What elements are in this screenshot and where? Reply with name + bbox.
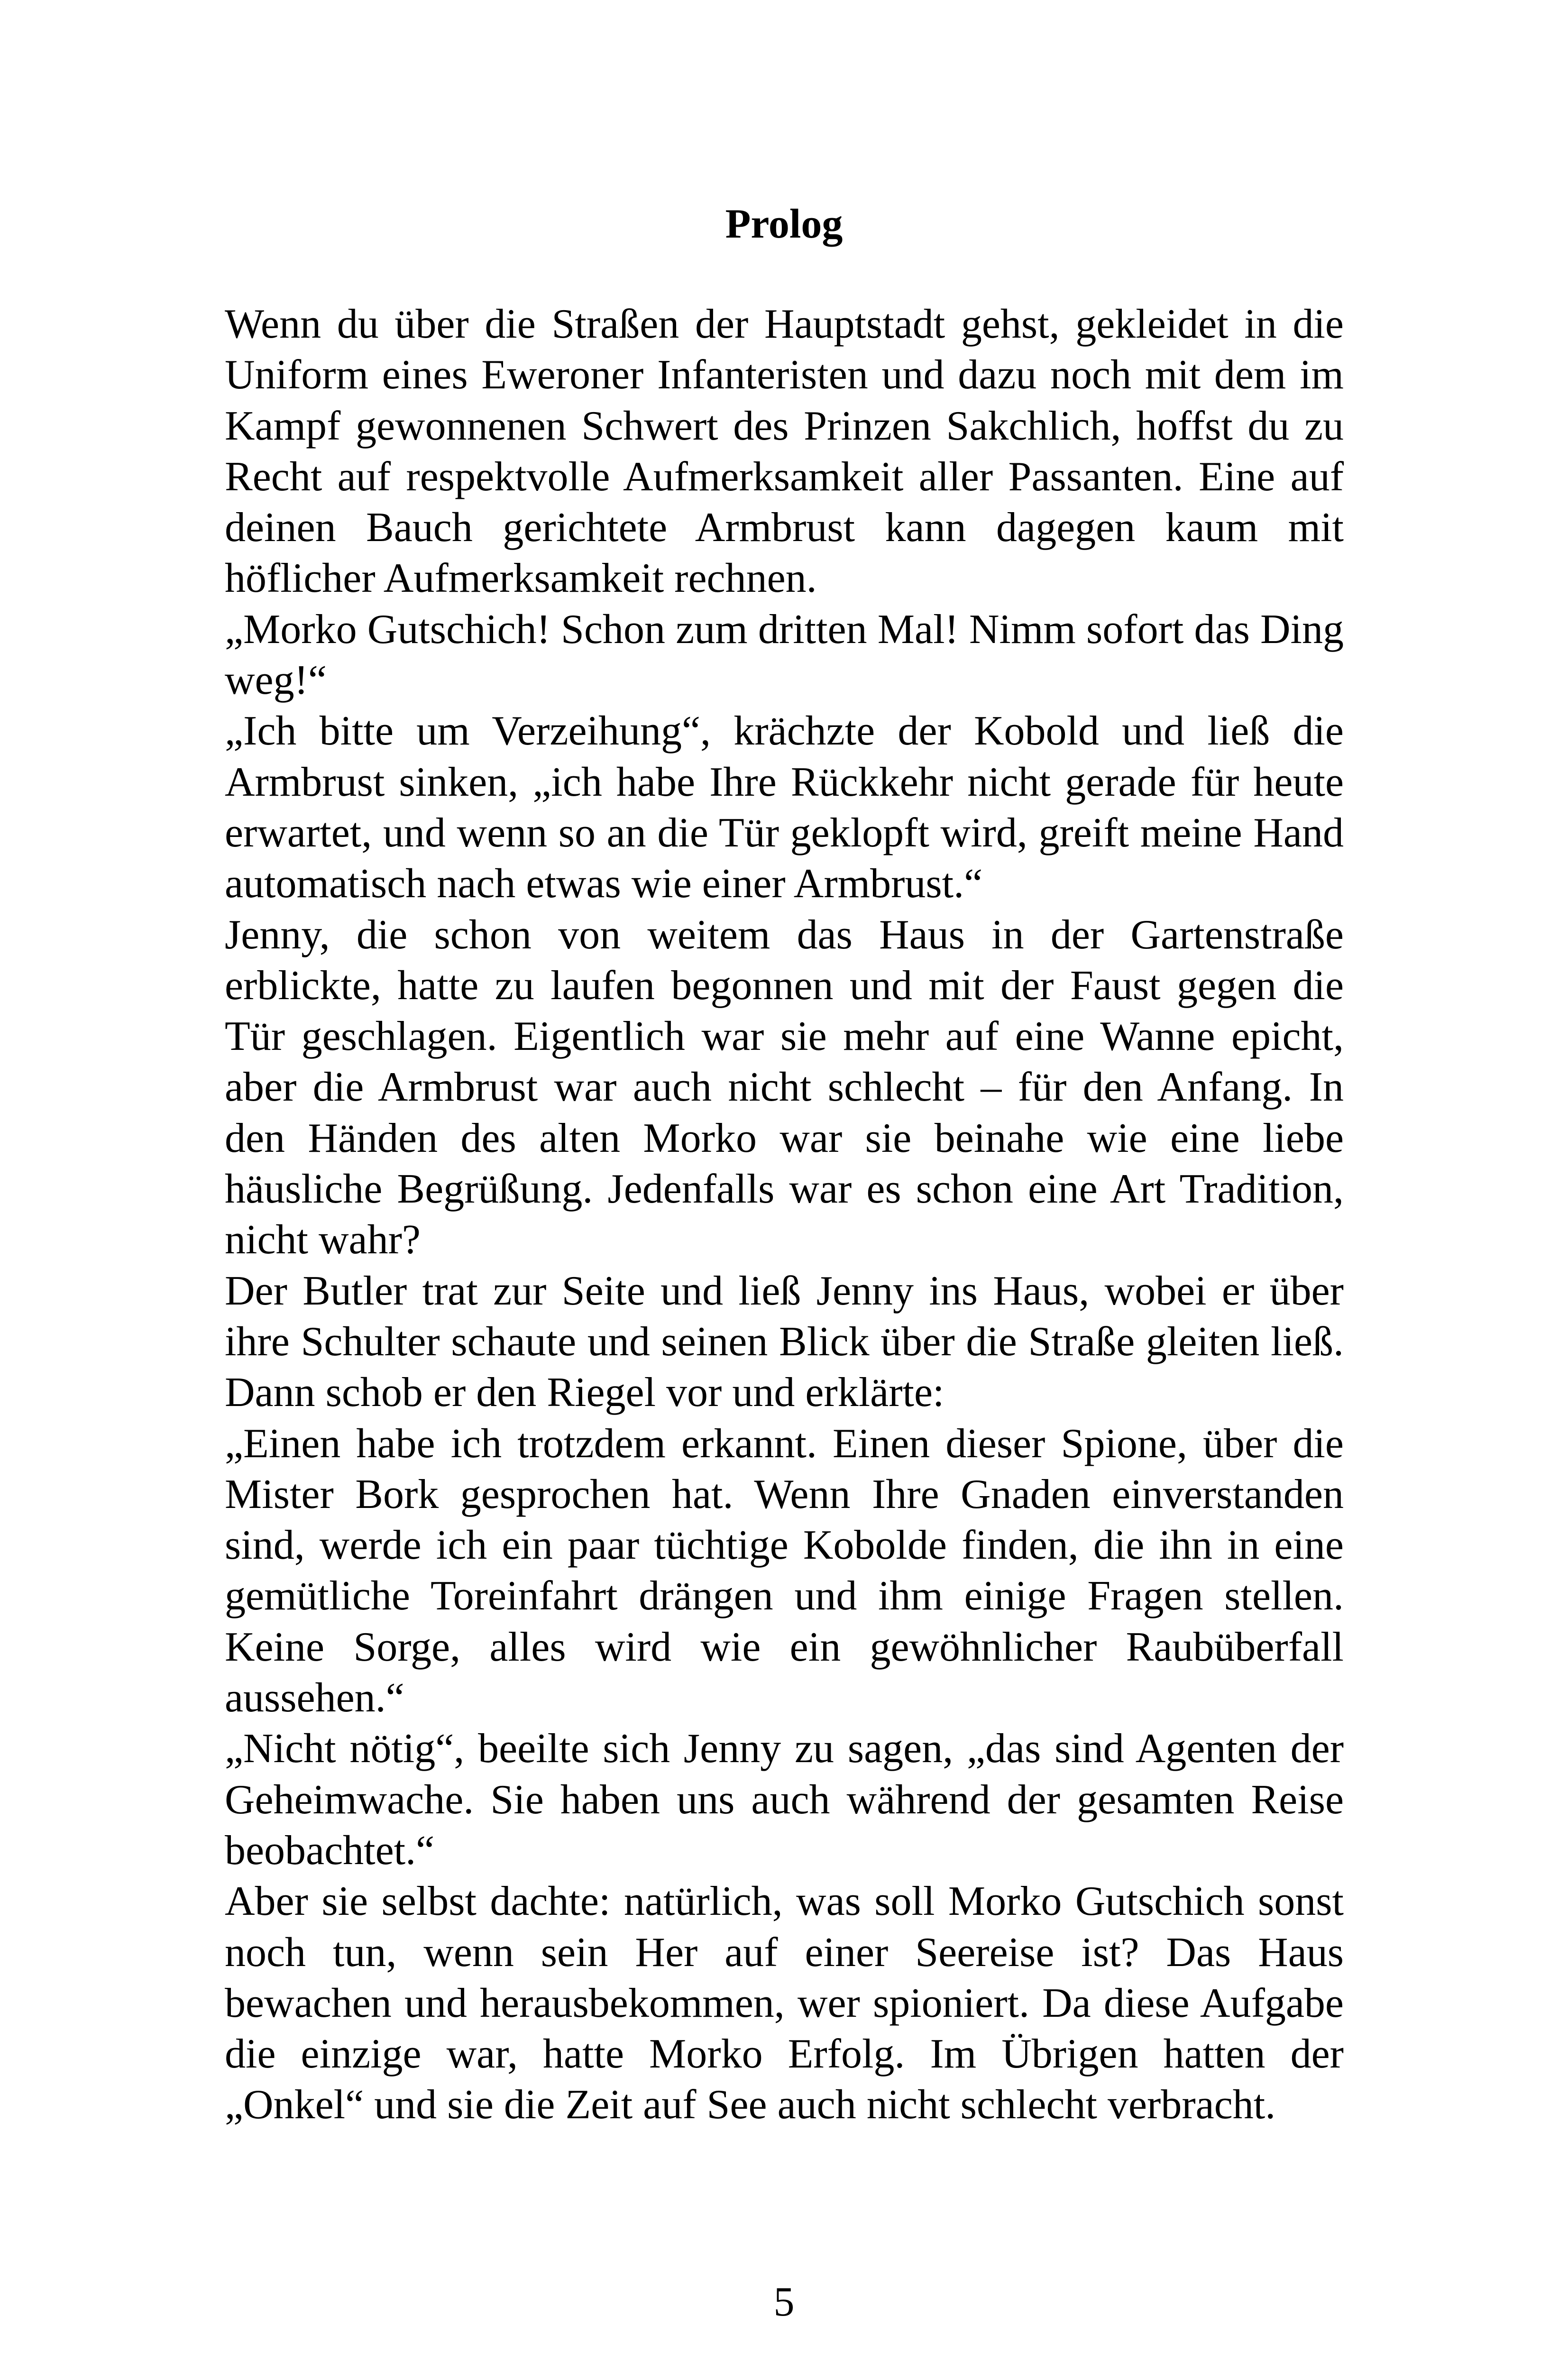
chapter-body	[225, 299, 1344, 2131]
paragraph-6: „Einen habe ich trotzdem erkannt. Einen dieser Spione, über die Mister Bork gesprochen hat. Wenn Ihre Gnaden einverstanden sind, werde ich ein paar tüchtige Kobolde finden, die ihn in eine gemütliche Toreinfahrt drängen und ihm einige Fragen stellen. Keine Sorge, alles wird wie ein gewöhnlicher Raubüberfall aussehen.“	[225, 1420, 1344, 1721]
paragraph-3: „Ich bitte um Verzeihung“, krächzte der Kobold und ließ die Armbrust sinken, „ich habe Ihre Rückkehr nicht gerade für heute erwartet, und wenn so an die Tür geklopft wird, greift meine Hand automatisch nach etwas wie einer Armbrust.“	[225, 708, 1344, 907]
paragraph-2: „Morko Gutschich! Schon zum dritten Mal! Nimm sofort das Ding weg!“	[225, 606, 1344, 704]
chapter-title: Prolog	[725, 201, 843, 247]
page-number: 5	[773, 2279, 795, 2325]
paragraph-5: Der Butler trat zur Seite und ließ Jenny ins Haus, wobei er über ihre Schulter schaute und seinen Blick über die Straße gleiten ließ. Dann schob er den Riegel vor und erklärte:	[225, 1268, 1344, 1416]
paragraph-4: Jenny, die schon von weitem das Haus in der Gartenstraße erblickte, hatte zu laufen begonnen und mit der Faust gegen die Tür geschlagen. Eigentlich war sie mehr auf eine Wanne epicht, aber die Armbrust war auch nicht schlecht – für den Anfang. In den Händen des alten Morko war sie beinahe wie eine liebe häusliche Begrüßung. Jedenfalls war es schon eine Art Tradition, nicht wahr?	[225, 911, 1344, 1263]
paragraph-7: „Nicht nötig“, beeilte sich Jenny zu sagen, „das sind Agenten der Geheimwache. Sie haben uns auch während der gesamten Reise beobachtet.“	[225, 1726, 1344, 1874]
paragraph-8: Aber sie selbst dachte: natürlich, was soll Morko Gutschich sonst noch tun, wenn sein Her auf einer Seereise ist? Das Haus bewachen und herausbekommen, wer spioniert. Da diese Aufgabe die einzige war, hatte Morko Erfolg. Im Übrigen hatten der „Onkel“ und sie die Zeit auf See auch nicht schlecht verbracht.	[225, 1878, 1344, 2128]
paragraph-1: Wenn du über die Straßen der Hauptstadt gehst, gekleidet in die Uniform eines Eweroner Infanteristen und dazu noch mit dem im Kampf gewonnenen Schwert des Prinzen Sakchlich, hoffst du zu Recht auf respektvolle Aufmerksamkeit aller Passanten. Eine auf deinen Bauch gerichtete Armbrust kann dagegen kaum mit höflicher Aufmerksamkeit rechnen.	[225, 301, 1344, 602]
